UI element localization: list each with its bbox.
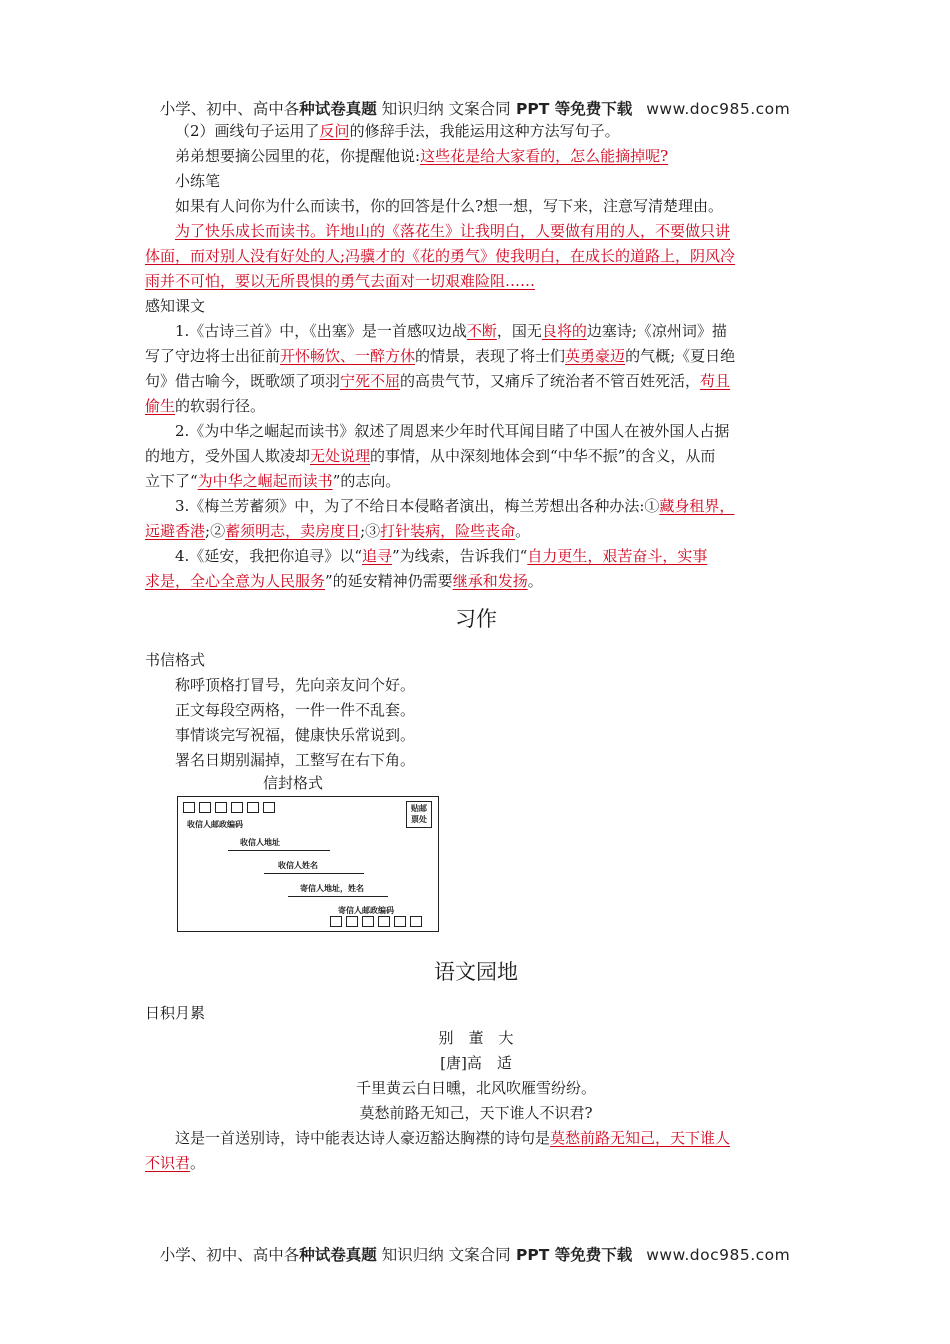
perceive-item-3: 3.《梅兰芳蓄须》中，为了不给日本侵略者演出，梅兰芳想出各种办法:①藏身租界， 远避香港;②蓄须明志，卖房度日;③打针装病，险些丧命。 — [145, 497, 735, 540]
practice-title: 小练笔 — [175, 172, 221, 190]
poem-line: 莫愁前路无知己，天下谁人不识君? — [359, 1104, 593, 1122]
practice-answer: 为了快乐成长而读书。许地山的《落花生》让我明白，人要做有用的人，不要做只讲 — [175, 222, 731, 240]
question-2-example: 弟弟想要摘公园里的花，你提醒他说:这些花是给大家看的，怎么能摘掉呢? — [175, 147, 669, 165]
recipient-name-label: 收信人姓名 — [278, 861, 318, 870]
footer-url[interactable]: www.doc985.com — [646, 1246, 791, 1264]
header-url[interactable]: www.doc985.com — [646, 100, 791, 118]
page-header-bottom: 小学、初中、高中各种试卷真题 知识归纳 文案合同 PPT 等免费下载 www.doc985.com — [159, 1246, 791, 1264]
letter-rule: 署名日期别漏掉，工整写在右下角。 — [175, 751, 416, 769]
stamp-area: 贴邮 票处 — [406, 801, 432, 828]
answer: 反问 — [319, 122, 350, 140]
letter-rule: 称呼顶格打冒号，先向亲友问个好。 — [175, 676, 416, 694]
heading-writing: 习作 — [455, 607, 497, 631]
poem-line: 千里黄云白日曛，北风吹雁雪纷纷。 — [355, 1079, 596, 1097]
name-line — [264, 873, 364, 874]
letter-rule: 正文每段空两格，一件一件不乱套。 — [175, 701, 416, 719]
poem-title: 别 董 大 — [438, 1029, 514, 1047]
poem-question: 这是一首送别诗，诗中能表达诗人豪迈豁达胸襟的诗句是莫愁前路无知己，天下谁人 不识君。 — [145, 1129, 731, 1172]
heading-garden: 语文园地 — [434, 960, 518, 984]
document-body: （2）画线句子运用了反问的修辞手法，我能运用这种方法写句子。 弟弟想要摘公园里的花，你提醒他说:这些花是给大家看的，怎么能摘掉呢? 小练笔 如果有人问你为什么而读书，你的回答是什么?想一想，写下来，注意写清楚理由。 为了快乐成长而读书。许地山的《落花生》让我明白，人要做有用的人，不要做只讲 体面，而对别人没有好处的人;冯骥才的《花的勇气》使我明白，在成长的道路上，阴风冷 雨并不可怕，要以无所畏惧的勇气去面对一切艰难险阻…… 感知课文 1.《古诗三首》中，《出塞》是一首感叹边战不断，国无良将的边塞诗;《凉州词》描 写了守边将士出征前开怀畅饮、一醉方休的情景，表现了将士们英勇豪迈的气概;《夏日绝 句》借古喻今，既歌颂了项羽宁死不屈的高贵气节，又痛斥了统治者不管百姓死活，苟且 偷生的软弱行径。 2.《为中华之崛起而读书》叙述了周恩来少年时代耳闻目睹了中国人在被外国人占据 的地方，受外国人欺凌却无处说理的事情，从中深刻地体会到“中华不振”的含义，从而 立下了“为中华之崛起而读书”的志向。 3.《梅兰芳蓄须》中，为了不给日本侵略者演出，梅兰芳想出各种办法:①藏身租界， 远避香港;②蓄须明志，卖房度日;③打针装病，险些丧命。 4.《延安，我把你追寻》以“追寻”为线索，告诉我们“自力更生，艰苦奋斗，实事 求是，全心全意为人民服务”的延安精神仍需要继承和发扬。 习作 书信格式 称呼顶格打冒号，先向亲友问个好。 正文每段空两格，一件一件不乱套。 事情谈完写祝福，健康快乐常说到。 署名日期别漏掉，工整写在右下角。 信封格式 收信人邮政编码 贴邮 票处 收信人地址 收信人姓名 寄信人地址，姓名 寄信人邮政编码 语文园地 日积月累 别 董 大 [唐]高 适 千里黄云白日曛，北风吹雁雪纷纷。 莫愁前路无知己，天下谁人不识君? 这是一首送别诗，诗中能表达诗人豪迈豁达胸襟的诗句是莫愁前路无知己，天下谁人 不识君。 — [145, 119, 807, 1176]
recipient-postcode-label: 收信人邮政编码 — [187, 820, 243, 829]
accumulate-title: 日积月累 — [145, 1004, 206, 1022]
page-header-top: 小学、初中、高中各种试卷真题 知识归纳 文案合同 PPT 等免费下载 www.doc985.com — [159, 100, 791, 118]
answer: 这些花是给大家看的，怎么能摘掉呢? — [420, 147, 669, 165]
letter-format-title: 书信格式 — [145, 651, 206, 669]
recipient-address-label: 收信人地址 — [240, 838, 280, 847]
perceive-item-1: 1.《古诗三首》中，《出塞》是一首感叹边战不断，国无良将的边塞诗;《凉州词》描 写了守边将士出征前开怀畅饮、一醉方休的情景，表现了将士们英勇豪迈的气概;《夏日绝 句》借古喻今，既歌颂了项羽宁死不屈的高贵气节，又痛斥了统治者不管百姓死活，苟且 偷生的软弱行径。 — [145, 322, 736, 415]
envelope-title: 信封格式 — [263, 774, 324, 792]
postcode-boxes — [183, 802, 275, 813]
envelope-diagram — [177, 796, 439, 932]
sender-postcode-boxes — [330, 916, 422, 927]
sender-postcode-label: 寄信人邮政编码 — [338, 906, 394, 915]
envelope-figure — [145, 773, 807, 953]
letter-rule: 事情谈完写祝福，健康快乐常说到。 — [175, 726, 416, 744]
perceive-item-2: 2.《为中华之崛起而读书》叙述了周恩来少年时代耳闻目睹了中国人在被外国人占据 的地方，受外国人欺凌却无处说理的事情，从中深刻地体会到“中华不振”的含义，从而 立下了“为中华之崛起而读书”的志向。 — [145, 422, 730, 490]
address-line — [228, 850, 330, 851]
question-2: （2）画线句子运用了反问的修辞手法，我能运用这种方法写句子。 — [175, 122, 620, 140]
section-title-perceive: 感知课文 — [145, 297, 206, 315]
perceive-item-4: 4.《延安，我把你追寻》以“追寻”为线索，告诉我们“自力更生，艰苦奋斗，实事 求是，全心全意为人民服务”的延安精神仍需要继承和发扬。 — [145, 547, 708, 590]
poem-author: [唐]高 适 — [440, 1054, 512, 1072]
practice-prompt: 如果有人问你为什么而读书，你的回答是什么?想一想，写下来，注意写清楚理由。 — [175, 197, 724, 215]
sender-line — [288, 896, 388, 897]
sender-info-label: 寄信人地址，姓名 — [300, 884, 364, 893]
